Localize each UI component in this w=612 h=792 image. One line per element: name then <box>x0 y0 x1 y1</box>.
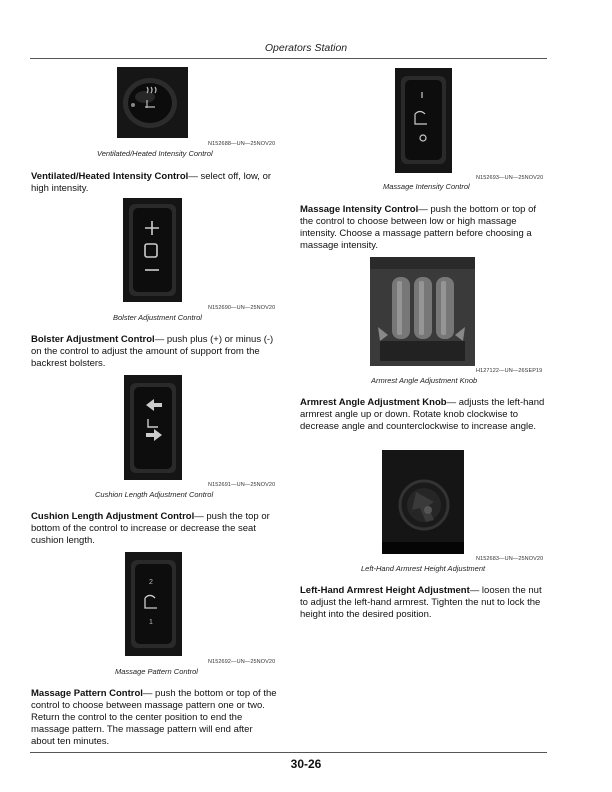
footer-rule <box>30 752 547 753</box>
term-bolster: Bolster Adjustment Control <box>31 334 155 345</box>
figure-code-massage-pattern: N152692—UN—25NOV20 <box>208 659 276 665</box>
armrest-angle-description <box>300 397 548 433</box>
figure-caption-armrest-angle: Armrest Angle Adjustment Knob <box>371 376 478 385</box>
term-armrest-height: Left-Hand Armrest Height Adjustment <box>300 585 470 596</box>
ventilated-heated-control-photo <box>117 67 188 138</box>
bolster-description <box>31 334 277 370</box>
svg-text:1: 1 <box>149 619 153 626</box>
figure-caption-bolster: Bolster Adjustment Control <box>113 313 202 322</box>
svg-text:2: 2 <box>149 579 153 586</box>
figure-caption-massage-intensity: Massage Intensity Control <box>383 182 470 191</box>
term-cushion-length: Cushion Length Adjustment Control <box>31 511 195 522</box>
figure-caption-cushion: Cushion Length Adjustment Control <box>95 490 214 499</box>
text-armrest-height: — loosen the nut to adjust the left-hand armrest. Tighten the nut to lock the height into the desired position. <box>300 585 542 620</box>
figure-code-armrest-height: N152683—UN—25NOV20 <box>476 556 544 562</box>
armrest-height-nut-photo <box>382 450 464 554</box>
term-armrest-angle: Armrest Angle Adjustment Knob <box>300 397 447 408</box>
term-ventilated-heated: Ventilated/Heated Intensity Control <box>31 171 189 182</box>
text-armrest-angle: — adjusts the left-hand armrest angle up or down. Rotate knob clockwise to decrease angle and counterclockwise to increase angle. <box>300 397 545 432</box>
figure-caption-armrest-height: Left-Hand Armrest Height Adjustment <box>361 564 486 573</box>
text-bolster: — push plus (+) or minus (-) on the control to adjust the amount of support from the backrest bolsters. <box>31 334 274 369</box>
massage-intensity-description <box>300 204 548 252</box>
massage-intensity-control-photo <box>395 68 452 173</box>
cushion-length-description <box>31 511 277 547</box>
page-number: 30-26 <box>290 757 322 771</box>
ventilated-heated-description <box>31 171 277 195</box>
text-cushion-length: — push the top or bottom of the control to increase or decrease the seat cushion length. <box>31 511 270 546</box>
armrest-height-description <box>300 585 548 621</box>
text-massage-pattern: — push the bottom or top of the control to choose between massage pattern one or two. Return the control to the center position to end the massage pattern. The massage pattern will end after about ten minutes. <box>31 688 277 747</box>
armrest-angle-knob-photo <box>370 257 475 366</box>
figure-code-armrest-angle: H127122—UN—26SEP19 <box>476 368 543 374</box>
figure-code-massage-intensity: N152693—UN—25NOV20 <box>476 175 544 181</box>
massage-pattern-description <box>31 688 279 748</box>
header-rule <box>30 58 547 59</box>
page-header-title: Operators Station <box>264 42 348 54</box>
text-ventilated-heated: — select off, low, or high intensity. <box>31 171 272 194</box>
figure-code-bolster: N152690—UN—25NOV20 <box>208 305 276 311</box>
term-massage-pattern: Massage Pattern Control <box>31 688 143 699</box>
figure-caption-ventilated: Ventilated/Heated Intensity Control <box>97 149 213 158</box>
term-massage-intensity: Massage Intensity Control <box>300 204 419 215</box>
figure-code-cushion: N152691—UN—25NOV20 <box>208 482 276 488</box>
figure-code-ventilated: N152688—UN—25NOV20 <box>208 141 276 147</box>
cushion-length-control-photo <box>124 375 182 480</box>
bolster-control-photo <box>123 198 182 302</box>
massage-pattern-control-photo <box>125 552 182 656</box>
figure-caption-massage-pattern: Massage Pattern Control <box>115 667 198 676</box>
text-massage-intensity: — push the bottom or top of the control to choose between low or high massage intensity. Choose a massage pattern before choosing a massage intensity. <box>300 204 537 251</box>
